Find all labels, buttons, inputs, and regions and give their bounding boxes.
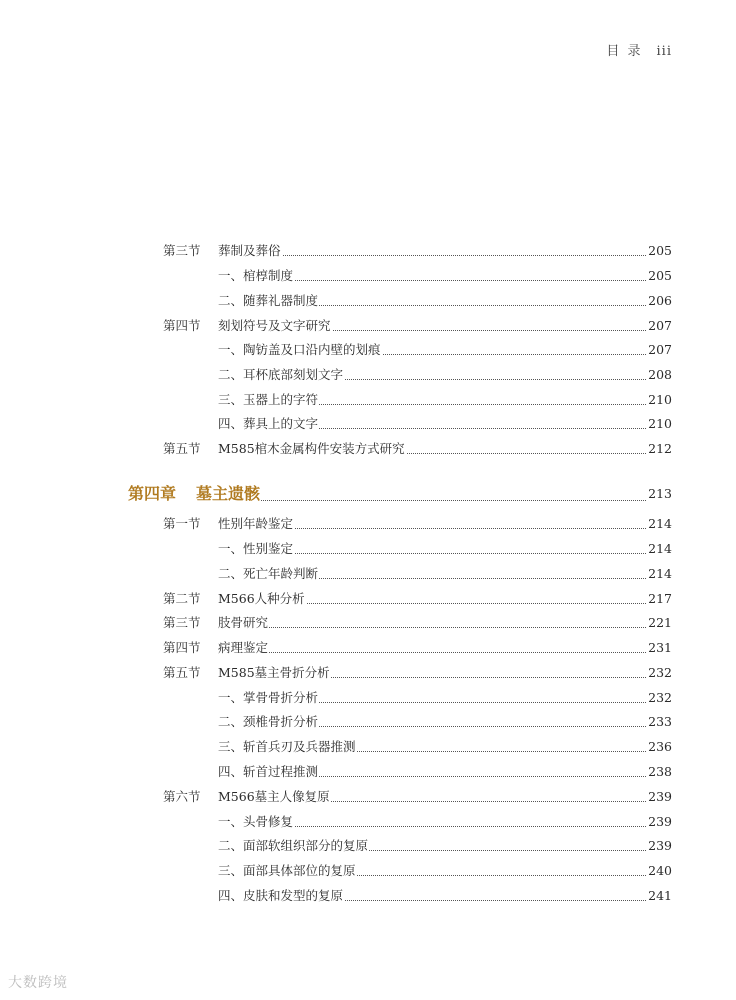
toc-entry-label: 第四章	[128, 484, 177, 503]
toc-section	[0, 318, 736, 336]
running-header	[606, 40, 672, 59]
toc-entry-title: 性别年龄鉴定	[218, 516, 294, 531]
toc-entry-label: 第四节	[163, 640, 201, 655]
toc-entry-title: 刻划符号及文字研究	[218, 318, 331, 333]
toc-entry-title: 一、性别鉴定	[218, 541, 294, 556]
toc-page-number: 239	[648, 838, 672, 853]
toc-chapter	[0, 486, 736, 504]
toc-section	[0, 615, 736, 633]
toc-page-number: 239	[648, 814, 672, 829]
toc-page-number: 213	[648, 486, 672, 501]
toc-entry-title: 一、头骨修复	[218, 814, 294, 829]
dot-leader	[218, 652, 646, 653]
toc-page-number: 217	[648, 591, 672, 606]
toc-section	[0, 243, 736, 261]
toc-entry-title: 三、玉器上的字符	[218, 392, 319, 407]
toc-page-number: 205	[648, 243, 672, 258]
toc-subitem	[0, 342, 736, 360]
toc-entry-label: 第五节	[163, 441, 201, 456]
toc-page-number: 231	[648, 640, 672, 655]
toc-entry-label: 第六节	[163, 789, 201, 804]
toc-section	[0, 640, 736, 658]
toc-entry-title: 葬制及葬俗	[218, 243, 281, 258]
toc-entry-title: M585墓主骨折分析	[218, 665, 330, 680]
toc-page-number: 238	[648, 764, 672, 779]
toc-subitem	[0, 367, 736, 385]
toc-page-number: 232	[648, 665, 672, 680]
toc-entry-title: M585棺木金属构件安装方式研究	[218, 441, 405, 456]
toc-subitem	[0, 690, 736, 708]
toc-subitem	[0, 714, 736, 732]
dot-leader	[196, 500, 646, 501]
toc-page-number: 221	[648, 615, 672, 630]
header-title: 目 录	[606, 44, 643, 59]
toc-section	[0, 591, 736, 609]
toc-entry-title: 病理鉴定	[218, 640, 269, 655]
toc-entry-label: 第四节	[163, 318, 201, 333]
toc-page-number: 233	[648, 714, 672, 729]
toc-page-number: 241	[648, 888, 672, 903]
toc-section	[0, 516, 736, 534]
toc-entry-title: 三、面部具体部位的复原	[218, 863, 356, 878]
toc-page-number: 205	[648, 268, 672, 283]
toc-entry-title: 二、耳杯底部刻划文字	[218, 367, 344, 382]
toc-subitem	[0, 814, 736, 832]
toc-page-number: 240	[648, 863, 672, 878]
toc-entry-title: 一、陶钫盖及口沿内壁的划痕	[218, 342, 381, 357]
toc-section	[0, 789, 736, 807]
toc-page-number: 232	[648, 690, 672, 705]
toc-entry-title: 一、掌骨骨折分析	[218, 690, 319, 705]
toc-entry-title: 二、随葬礼器制度	[218, 293, 319, 308]
toc-entry-label: 第三节	[163, 243, 201, 258]
toc-page-number: 212	[648, 441, 672, 456]
toc-section	[0, 441, 736, 459]
toc-entry-title: 肢骨研究	[218, 615, 269, 630]
toc-subitem	[0, 739, 736, 757]
toc-entry-title: M566墓主人像复原	[218, 789, 330, 804]
toc-page-number: 210	[648, 416, 672, 431]
toc-page-number: 206	[648, 293, 672, 308]
toc-subitem	[0, 566, 736, 584]
toc-subitem	[0, 764, 736, 782]
toc-subitem	[0, 888, 736, 906]
toc-entry-title: 四、斩首过程推测	[218, 764, 319, 779]
toc-subitem	[0, 863, 736, 881]
dot-leader	[218, 627, 646, 628]
dot-leader	[218, 255, 646, 256]
watermark: 大数跨境	[8, 975, 68, 991]
toc-page-number: 236	[648, 739, 672, 754]
header-page-number: iii	[656, 44, 672, 59]
toc-page-number: 214	[648, 541, 672, 556]
toc-page-number: 210	[648, 392, 672, 407]
toc-subitem	[0, 541, 736, 559]
toc-page-number: 207	[648, 342, 672, 357]
toc-entry-label: 第一节	[163, 516, 201, 531]
toc-entry-title: 二、死亡年龄判断	[218, 566, 319, 581]
toc-page-number: 214	[648, 566, 672, 581]
toc-page-number: 208	[648, 367, 672, 382]
toc-entry-title: 四、皮肤和发型的复原	[218, 888, 344, 903]
toc-entry-title: 一、棺椁制度	[218, 268, 294, 283]
toc-entry-title: 四、葬具上的文字	[218, 416, 319, 431]
toc-section	[0, 665, 736, 683]
toc-entry-title: 墓主遗骸	[196, 484, 261, 503]
toc-page-number: 214	[648, 516, 672, 531]
toc-entry-label: 第五节	[163, 665, 201, 680]
toc-subitem	[0, 293, 736, 311]
toc-page-number: 239	[648, 789, 672, 804]
toc-entry-title: 三、斩首兵刃及兵器推测	[218, 739, 356, 754]
toc-subitem	[0, 392, 736, 410]
toc-subitem	[0, 268, 736, 286]
toc-entry-title: 二、面部软组织部分的复原	[218, 838, 369, 853]
toc-entry-label: 第二节	[163, 591, 201, 606]
toc-entry-label: 第三节	[163, 615, 201, 630]
toc-subitem	[0, 416, 736, 434]
toc-page-number: 207	[648, 318, 672, 333]
toc-subitem	[0, 838, 736, 856]
toc-entry-title: 二、颈椎骨折分析	[218, 714, 319, 729]
toc-entry-title: M566人种分析	[218, 591, 305, 606]
